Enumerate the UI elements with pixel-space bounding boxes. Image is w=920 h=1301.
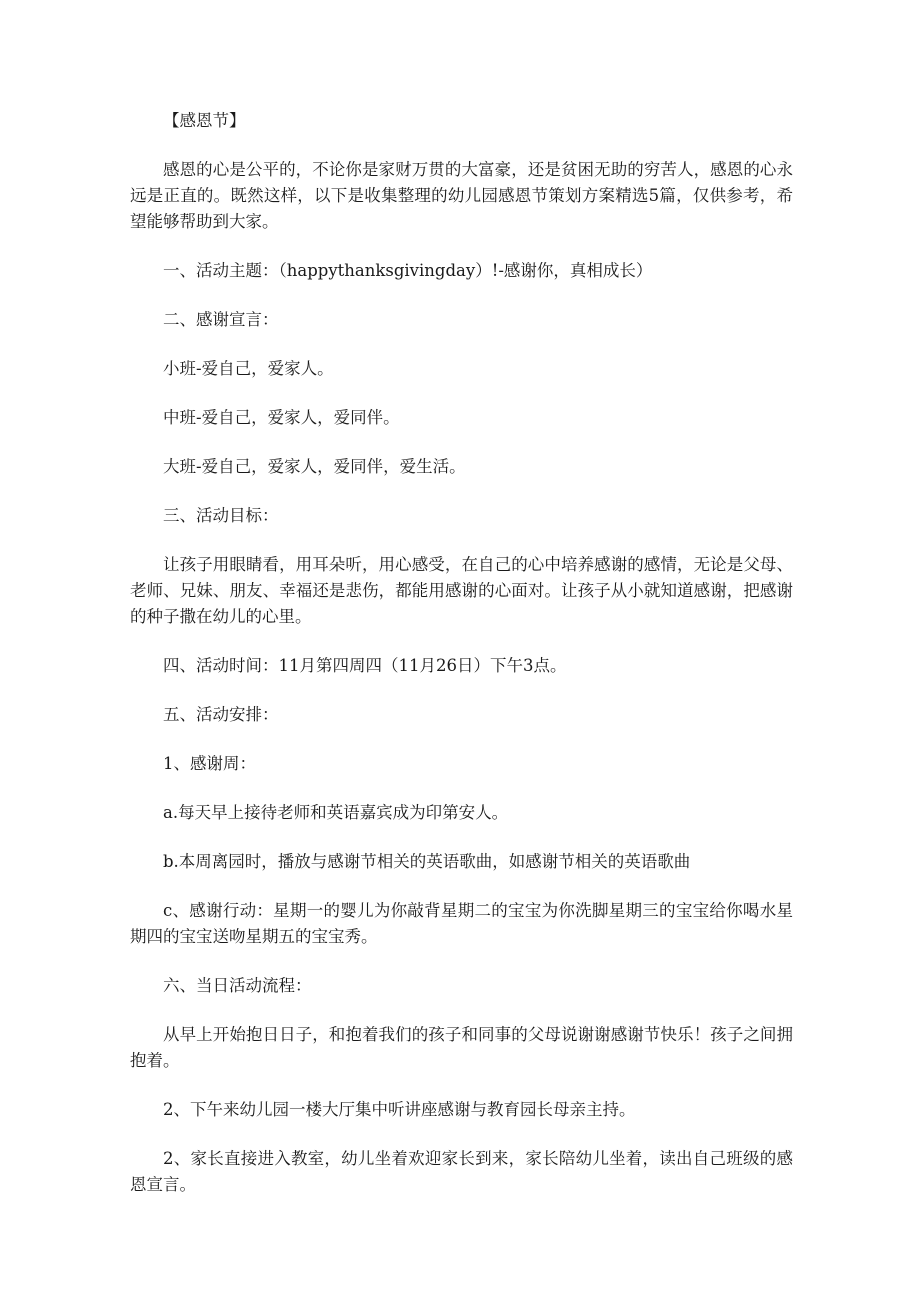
goals-heading: 三、活动目标： [163, 506, 279, 525]
section-title: 【感恩节】 [163, 111, 246, 130]
daily-flow-heading: 六、当日活动流程： [163, 976, 312, 995]
daily-flow-parents: 2、家长直接进入教室，幼儿坐着欢迎家长到来，家长陪幼儿坐着，读出自己班级的感恩宣言。 [130, 1149, 793, 1194]
arrangement-item-b: b.本周离园时，播放与感谢节相关的英语歌曲，如感谢节相关的英语歌曲 [163, 852, 691, 871]
document-body [130, 108, 793, 1198]
activity-theme: 一、活动主题：（happythanksgivingday）!-感谢你，真相成长） [163, 261, 653, 280]
arrangement-item-a: a.每天早上接待老师和英语嘉宾成为印第安人。 [163, 803, 509, 822]
intro-paragraph: 感恩的心是公平的，不论你是家财万贯的大富豪，还是贫困无助的穷苦人，感恩的心永远是正直的。既然这样，以下是收集整理的幼儿园感恩节策划方案精选5篇，仅供参考，希望能够帮助到大家。 [130, 160, 793, 231]
goals-paragraph: 让孩子用眼睛看，用耳朵听，用心感受，在自己的心中培养感谢的感情，无论是父母、老师、兄妹、朋友、幸福还是悲伤，都能用感谢的心面对。让孩子从小就知道感谢，把感谢的种子撒在幼儿的心里。 [130, 555, 793, 626]
activity-time: 四、活动时间：11月第四周四（11月26日）下午3点。 [163, 656, 567, 675]
declaration-small-class: 小班-爱自己，爱家人。 [163, 359, 334, 378]
declaration-middle-class: 中班-爱自己，爱家人，爱同伴。 [163, 408, 400, 427]
thanks-week-heading: 1、感谢周： [163, 754, 256, 773]
declaration-big-class: 大班-爱自己，爱家人，爱同伴，爱生活。 [163, 457, 466, 476]
daily-flow-afternoon: 2、下午来幼儿园一楼大厅集中听讲座感谢与教育园长母亲主持。 [163, 1100, 636, 1119]
arrangement-item-c: c、感谢行动：星期一的婴儿为你敲背星期二的宝宝为你洗脚星期三的宝宝给你喝水星期四的宝宝送吻星期五的宝宝秀。 [130, 901, 793, 946]
declaration-heading: 二、感谢宣言： [163, 310, 279, 329]
daily-flow-morning: 从早上开始抱日日子，和抱着我们的孩子和同事的父母说谢谢感谢节快乐！孩子之间拥抱着。 [130, 1025, 793, 1070]
arrangement-heading: 五、活动安排： [163, 705, 279, 724]
